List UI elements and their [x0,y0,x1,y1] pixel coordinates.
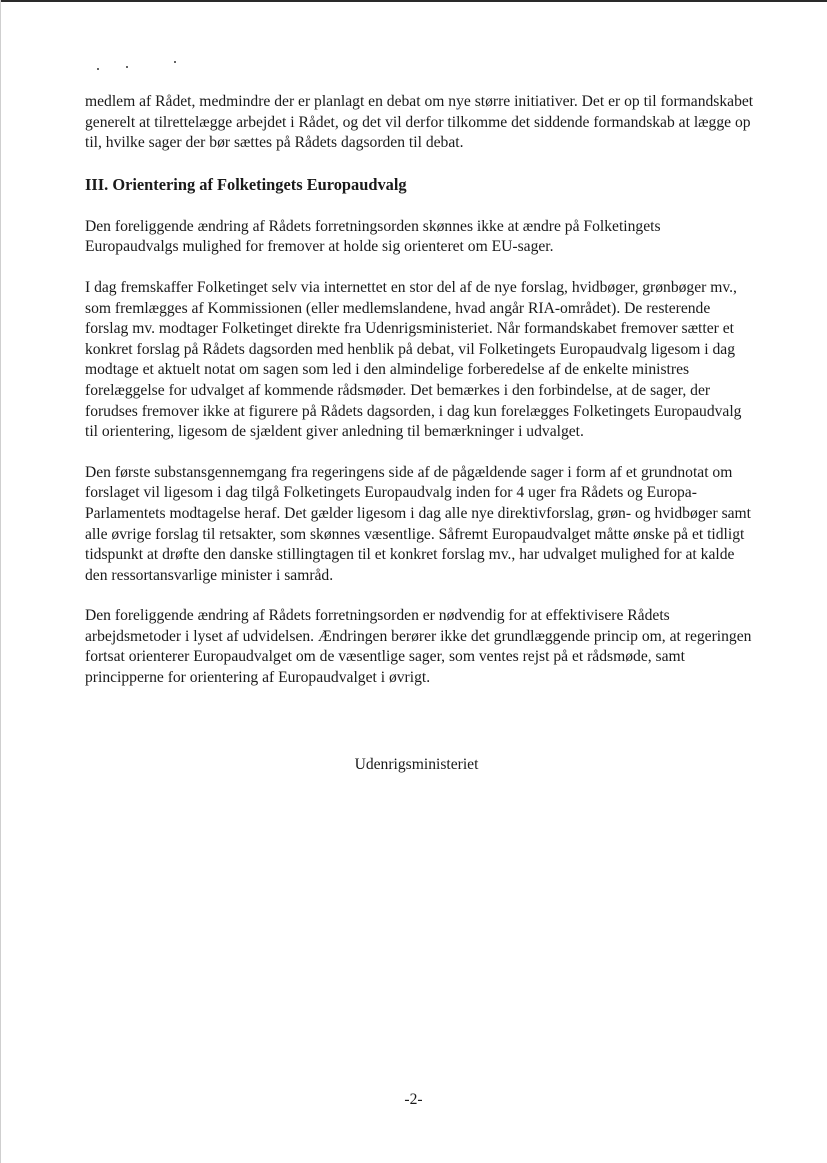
paragraph-grundnotat: Den første substansgennemgang fra regeringens side af de pågældende sager i form af et grundnotat om forslaget vil ligesom i dag tilgå Folketingets Europaudvalg inden for 4 uger fra Rådets og Europa-Parlamentets modtagelse heraf. Det gælder ligesom i dag alle nye direktivforslag, grøn- og hvidbøger samt alle øvrige forslag til retsakter, som skønnes væsentlige. Såfremt Europaudvalget måtte ønske på et tidligt tidspunkt at drøfte den danske stillingtagen til et konkret forslag mv., har udvalget mulighed for at kalde den ressortansvarlige minister i samråd. [85,463,752,584]
continued-paragraph: medlem af Rådet, medmindre der er planlagt en debat om nye større initiativer. Det er op til formandskabet generelt at tilrettelægge arbejdet i Rådet, og det vil derfor tilkomme det siddende formandskab at lægge op til, hvilke sager der bør sættes på Rådets dagsorden til debat. [85,93,754,152]
scan-speck [126,66,128,68]
left-scan-edge [0,0,1,1163]
top-border-line [0,0,827,2]
document-body [85,92,755,709]
signature-block [0,756,827,774]
signature-ministry: Udenrigsministeriet [354,756,479,773]
section-heading: III. Orientering af Folketingets Europaudvalg [85,174,407,194]
page-number: -2- [404,1091,423,1108]
scan-speck [174,61,176,63]
paragraph-orientation-intro: Den foreliggende ændring af Rådets forretningsorden skønnes ikke at ændre på Folketingets Europaudvalgs mulighed for fremover at holde sig orienteret om EU-sager. [85,217,661,256]
paragraph-conclusion: Den foreliggende ændring af Rådets forretningsorden er nødvendig for at effektivisere Rådets arbejdsmetoder i lyset af udvidelsen. Ændringen berører ikke det grundlæggende princip om, at regeringen fortsat orienterer Europaudvalget om de væsentlige sager, som ventes rejst på et rådsmøde, samt principperne for orientering af Europaudvalget i øvrigt. [85,607,752,687]
paragraph-internet-sourcing: I dag fremskaffer Folketinget selv via internettet en stor del af de nye forslag, hvidbøger, grønbøger mv., som fremlægges af Kommissionen (eller medlemslandene, hvad angår RIA-området). De resterende forslag mv. modtager Folketinget direkte fra Udenrigsministeriet. Når formandskabet fremover sætter et konkret forslag på Rådets dagsorden med henblik på debat, vil Folketingets Europaudvalg ligesom i dag modtage et aktuelt notat om sagen som led i den almindelige forberedelse af de enkelte ministres forelæggelse for udvalget af kommende rådsmøder. Det bemærkes i den forbindelse, at de sager, der forudses fremover ikke at figurere på Rådets dagsorden, i dag kun forelægges Folketingets Europaudvalg til orientering, ligesom de sjældent giver anledning til bemærkninger i udvalget. [85,278,742,441]
scan-speck [97,68,99,70]
